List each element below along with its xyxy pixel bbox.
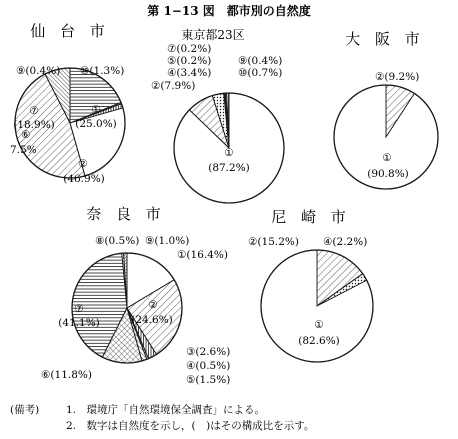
slice-label: ⑤ [186,374,196,386]
pie-title-sendai: 仙 台 市 [30,22,110,40]
slice-label: ⑩ [238,67,248,79]
slice-label: ② [78,158,88,170]
slice-label: ② [148,299,158,311]
pie-title-nara: 奈 良 市 [86,205,166,223]
slice-value: (3.4%) [176,67,212,79]
slice-value: (15.2%) [257,236,299,248]
slice-value: 7.5% [10,144,37,156]
slice-label: ⑨ [238,55,248,67]
slice-label: ⑩ [80,65,90,77]
svg-text:②(15.2%) [248,236,299,248]
slice-value: (18.9%) [13,119,55,131]
svg-text:⑧(0.5%) [95,235,139,247]
svg-text:⑨(0.4%) [16,65,60,77]
svg-text:④(2.2%) [323,236,367,248]
svg-text:⑩(0.7%) [238,67,282,79]
slice-value: (0.4%) [247,55,283,67]
slice-label: ① [177,249,187,261]
slice-label: ⑤ [167,55,177,67]
slice-value: (11.8%) [50,369,92,381]
pie-title-osaka: 大 阪 市 [345,30,425,48]
slice-label: ⑥ [21,129,31,141]
slice-value: (16.4%) [186,249,228,261]
svg-text:④(3.4%) [167,67,211,79]
slice-label: ① [224,147,234,159]
figure-title: 第 1−13 図 都市別の自然度 [147,4,311,18]
slice-label: ⑨ [16,65,26,77]
slice-label: ④ [186,360,196,372]
slice-label: ⑦ [167,43,177,55]
notes [10,403,314,432]
slice-value: (0.5%) [195,360,231,372]
slice-label: ④ [323,236,333,248]
svg-text:①(16.4%) [177,249,228,261]
pie-title-tokyo: 東京都23区 [181,28,245,42]
slice-value: (25.0%) [75,118,117,130]
svg-text:③(2.6%) [186,346,230,358]
notes-prefix: (備考) [10,404,40,416]
slice-label: ⑥ [41,369,51,381]
svg-text:②(7.9%) [151,80,195,92]
slice-label: ② [375,71,385,83]
svg-text:⑥(11.8%) [41,369,92,381]
slice-value: (7.9%) [160,80,196,92]
slice-label: ④ [167,67,177,79]
pie-nara [72,253,182,363]
slice-value: (2.2%) [332,236,368,248]
svg-text:⑩(1.3%) [80,65,124,77]
slice-label: ③ [186,346,196,358]
slice-label: ⑧ [95,235,105,247]
slice-value: (0.2%) [176,43,212,55]
slice-label: ② [248,236,258,248]
svg-text:⑨(0.4%) [238,55,282,67]
slice-label: ① [382,152,392,164]
svg-text:⑤(1.5%) [186,374,230,386]
slice-value: (24.6%) [131,314,173,326]
slice-value: (87.2%) [208,162,250,174]
slice-label: ① [91,104,101,116]
slice-value: (41.1%) [58,317,100,329]
svg-text:⑦(0.2%) [167,43,211,55]
pie-title-amagasaki: 尼 崎 市 [271,208,351,226]
slice-value: (0.4%) [25,65,61,77]
slice-value: (90.8%) [367,168,409,180]
slice-value: (0.2%) [176,55,212,67]
note-1: 1. 環境庁「自然環境保全調査」による。 [66,404,266,416]
slice-label: ⑦ [74,303,84,315]
slice-label: ⑨ [145,235,155,247]
svg-text:⑤(0.2%) [167,55,211,67]
slice-value: (1.5%) [195,374,231,386]
slice-value: (1.0%) [154,235,190,247]
svg-text:⑨(1.0%) [145,235,189,247]
note-2: 2. 数字は自然度を示し，( )はその構成比を示す。 [66,420,315,432]
slice-value: (46.9%) [63,173,105,185]
slice-label: ⑦ [29,105,39,117]
svg-text:④(0.5%) [186,360,230,372]
slice-value: (0.5%) [104,235,140,247]
slice-label: ② [151,80,161,92]
slice-value: (1.3%) [89,65,125,77]
slice-label: ① [314,319,324,331]
svg-text:②(9.2%) [375,71,419,83]
slice-value: (9.2%) [384,71,420,83]
slice-value: (2.6%) [195,346,231,358]
slice-value: (82.6%) [298,335,340,347]
slice-value: (0.7%) [247,67,283,79]
